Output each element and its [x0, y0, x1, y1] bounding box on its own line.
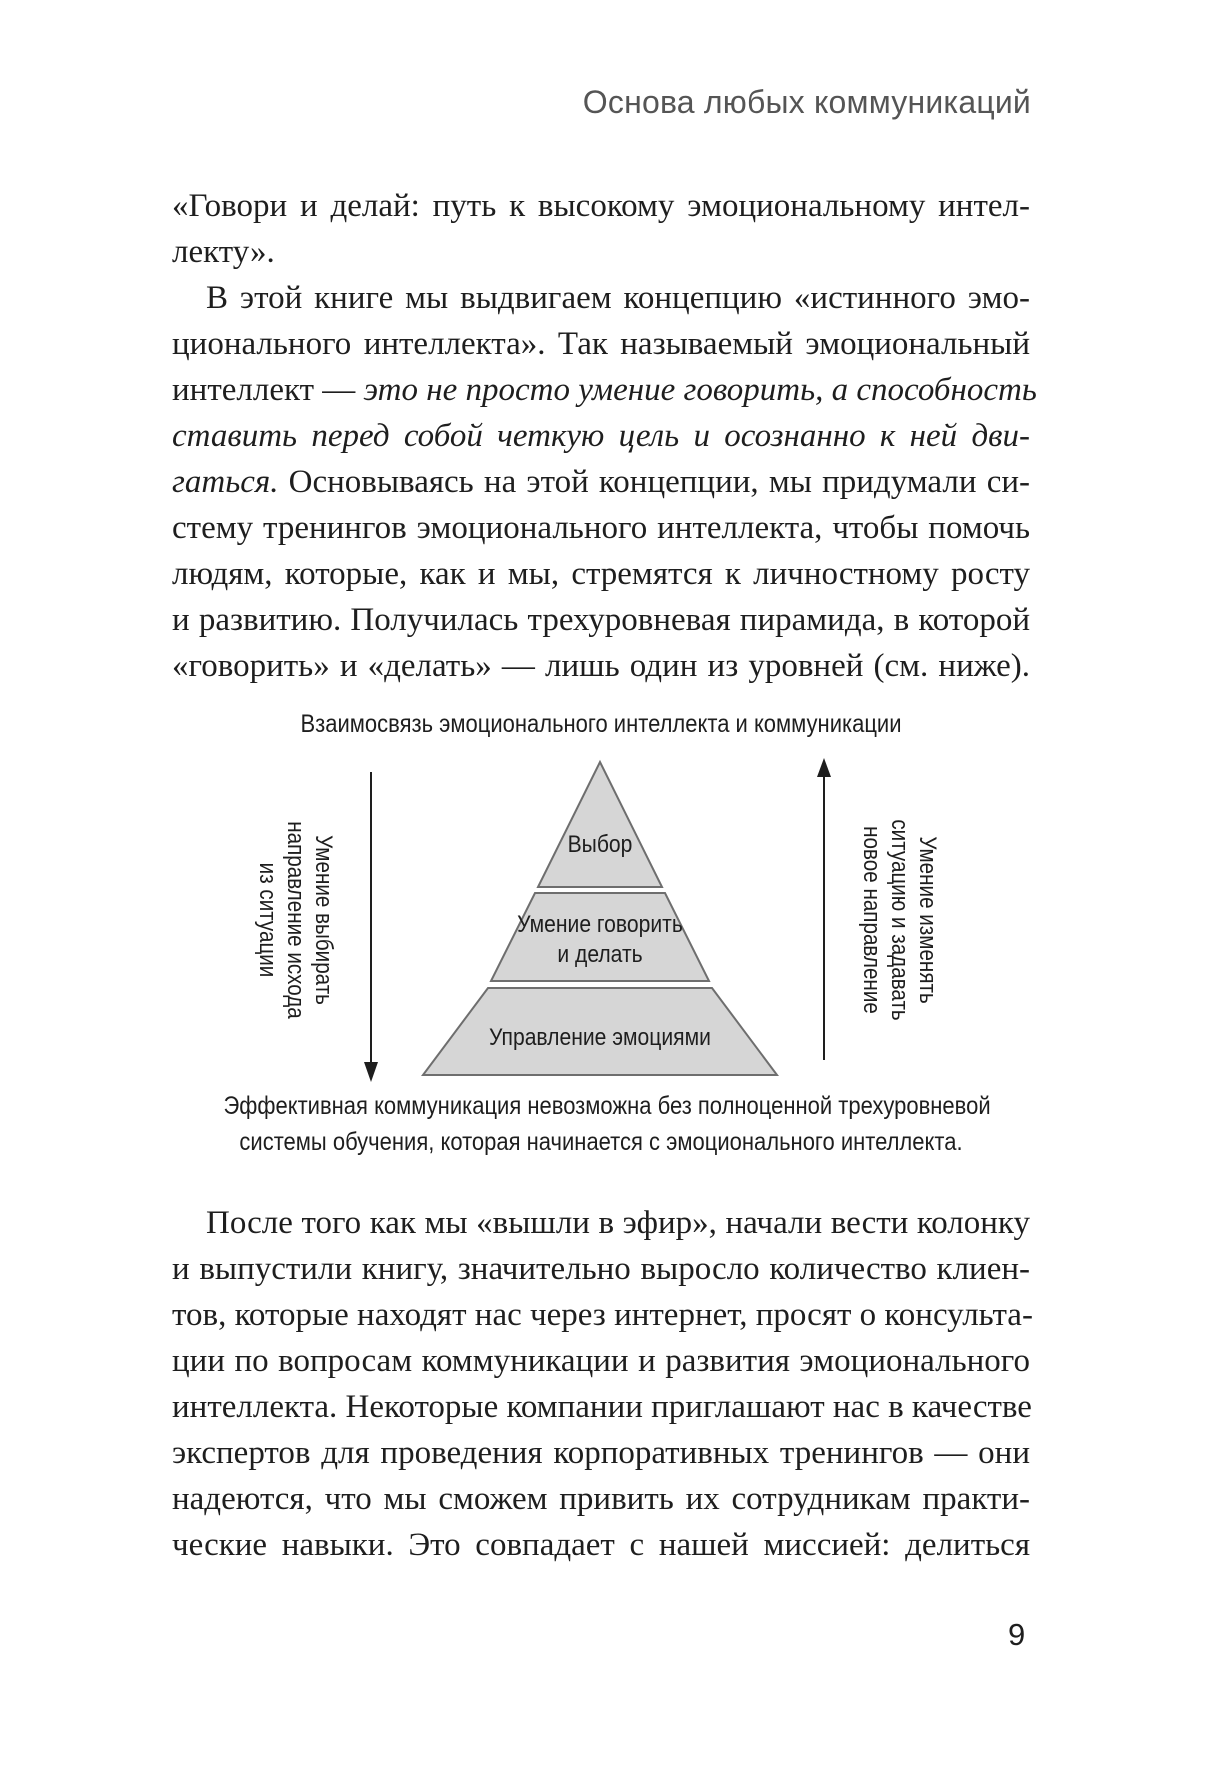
left-arrow-head	[364, 1062, 378, 1082]
body-text-top	[172, 183, 1037, 689]
text-span: интеллект —	[172, 372, 364, 408]
text-line: надеются, что мы сможем привить их сотрудникам практи-	[172, 1481, 1030, 1517]
emphasis-text: это не просто умение говорить, а способность	[363, 372, 1037, 408]
text-line	[172, 367, 1037, 413]
text-span: Основываясь на этой концепции, мы придумали си-	[278, 464, 1030, 500]
text-line: ции по вопросам коммуникации и развития эмоционального	[172, 1343, 1030, 1379]
emphasis-text: ставить перед собой четкую цель и осознанно к ней дви-	[172, 418, 1030, 454]
pyramid-figure	[172, 710, 1030, 1160]
text-line: После того как мы «вышли в эфир», начали вести колонку	[206, 1205, 1030, 1241]
pyramid-tier-top	[538, 762, 662, 887]
text-line: «говорить» и «делать» — лишь один из уровней (см. ниже).	[172, 648, 1030, 684]
right-arrow-head	[817, 758, 831, 777]
right-side-label-2: ситуацию и задавать	[886, 819, 914, 1021]
running-header: Основа любых коммуникаций	[582, 84, 1031, 120]
tier-label-middle-2: и делать	[557, 940, 643, 968]
left-side-label-3: из ситуации	[254, 862, 282, 978]
right-side-label-3: новое направление	[858, 826, 886, 1014]
caption-line: системы обучения, которая начинается с эмоционального интеллекта.	[239, 1128, 963, 1156]
text-line	[172, 459, 1030, 505]
tier-label-top: Выбор	[567, 830, 633, 858]
text-line	[172, 413, 1030, 459]
text-line: экспертов для проведения корпоративных тренингов — они	[172, 1435, 1030, 1471]
figure-title: Взаимосвязь эмоционального интеллекта и коммуникации	[300, 710, 902, 738]
text-line: тов, которые находят нас через интернет, просят о консульта-	[172, 1297, 1033, 1333]
text-line: ционального интеллекта». Так называемый эмоциональный	[172, 326, 1030, 362]
left-side-label-1: Умение выбирать	[310, 835, 338, 1005]
text-line: стему тренингов эмоционального интеллекта, чтобы помочь	[172, 510, 1030, 546]
page-number: 9	[1008, 1617, 1026, 1652]
pyramid-diagram	[172, 710, 1030, 1082]
text-line: интеллекта. Некоторые компании приглашают нас в качестве	[172, 1389, 1032, 1425]
caption-line: Эффективная коммуникация невозможна без полноценной трехуровневой	[223, 1092, 991, 1120]
figure-caption	[172, 1088, 1030, 1160]
tier-label-middle-1: Умение говорить	[517, 910, 683, 938]
left-side-label-2: направление исхода	[282, 821, 310, 1019]
tier-label-bottom: Управление эмоциями	[489, 1023, 711, 1051]
text-line: В этой книге мы выдвигаем концепцию «истинного эмо-	[206, 280, 1030, 316]
text-line: лекту».	[172, 234, 275, 270]
text-line: и выпустили книгу, значительно выросло количество клиен-	[172, 1251, 1030, 1287]
text-line: ческие навыки. Это совпадает с нашей миссией: делиться	[172, 1527, 1030, 1563]
emphasis-text: гаться.	[172, 464, 279, 500]
text-line: «Говори и делай: путь к высокому эмоциональному интел-	[172, 188, 1030, 224]
text-line: людям, которые, как и мы, стремятся к личностному росту	[172, 556, 1030, 592]
body-text-bottom	[172, 1200, 1033, 1568]
right-side-label-1: Умение изменять	[914, 836, 942, 1004]
text-line: и развитию. Получилась трехуровневая пирамида, в которой	[172, 602, 1030, 638]
